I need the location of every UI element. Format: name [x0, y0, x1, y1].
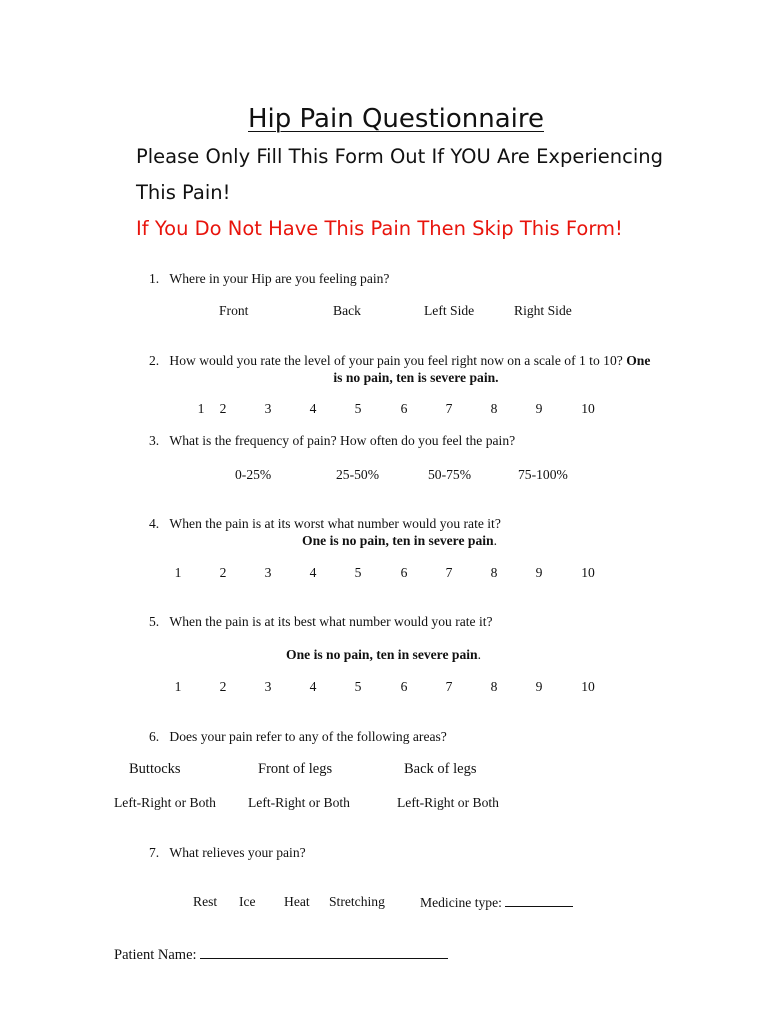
pain-best-5[interactable]: 5 — [354, 679, 362, 694]
question-7-number: 7. — [149, 845, 160, 860]
option-back[interactable]: Back — [333, 303, 361, 318]
pain-best-2[interactable]: 2 — [219, 679, 227, 694]
question-4 — [149, 516, 501, 532]
pain-worst-7[interactable]: 7 — [445, 565, 453, 580]
patient-name-field[interactable] — [200, 946, 448, 959]
relief-ice[interactable]: Ice — [239, 894, 256, 909]
buttocks-side[interactable]: Left-Right or Both — [114, 795, 216, 810]
pain-best-4[interactable]: 4 — [309, 679, 317, 694]
medicine-type-field[interactable] — [505, 894, 573, 907]
pain-worst-scale — [0, 565, 770, 585]
pain-best-1[interactable]: 1 — [174, 679, 182, 694]
pain-best-7[interactable]: 7 — [445, 679, 453, 694]
intro-line-2: This Pain! — [136, 181, 231, 204]
pain-now-8[interactable]: 8 — [490, 401, 498, 416]
page-title: Hip Pain Questionnaire — [248, 104, 544, 134]
question-5-scale-note — [286, 647, 481, 663]
intro-line-1: Please Only Fill This Form Out If YOU Are Experiencing — [136, 145, 664, 168]
question-2-number: 2. — [149, 353, 160, 368]
frequency-50-75[interactable]: 50-75% — [428, 467, 472, 482]
pain-now-5[interactable]: 5 — [354, 401, 362, 416]
pain-now-9[interactable]: 9 — [535, 401, 543, 416]
pain-now-3[interactable]: 3 — [264, 401, 272, 416]
pain-now-7[interactable]: 7 — [445, 401, 453, 416]
pain-worst-4[interactable]: 4 — [309, 565, 317, 580]
skip-warning: If You Do Not Have This Pain Then Skip This Form! — [136, 217, 623, 240]
question-3-number: 3. — [149, 433, 160, 448]
pain-best-scale — [0, 679, 770, 699]
patient-name-label: Patient Name: — [114, 947, 197, 963]
question-6 — [149, 729, 447, 745]
question-2-scale-note: is no pain, ten is severe pain. — [333, 370, 499, 385]
question-6-text: Does your pain refer to any of the following areas? — [169, 729, 447, 744]
medicine-type — [420, 894, 573, 911]
pain-best-8[interactable]: 8 — [490, 679, 498, 694]
option-right-side[interactable]: Right Side — [514, 303, 572, 318]
pain-worst-5[interactable]: 5 — [354, 565, 362, 580]
question-5 — [149, 614, 493, 630]
area-front-of-legs[interactable]: Front of legs — [258, 761, 333, 777]
question-2-text: How would you rate the level of your pain you feel right now on a scale of 1 to 10? — [169, 353, 623, 368]
pain-worst-8[interactable]: 8 — [490, 565, 498, 580]
pain-worst-3[interactable]: 3 — [264, 565, 272, 580]
pain-best-9[interactable]: 9 — [535, 679, 543, 694]
pain-now-1[interactable]: 1 — [197, 401, 205, 416]
option-left-side[interactable]: Left Side — [424, 303, 475, 318]
area-back-of-legs[interactable]: Back of legs — [404, 761, 477, 777]
pain-best-3[interactable]: 3 — [264, 679, 272, 694]
question-4-note-bold: One is no pain, ten in severe pain — [302, 533, 494, 548]
question-4-text: When the pain is at its worst what number would you rate it? — [169, 516, 501, 531]
question-7-text: What relieves your pain? — [169, 845, 306, 860]
frequency-25-50[interactable]: 25-50% — [336, 467, 380, 482]
relief-heat[interactable]: Heat — [284, 894, 310, 909]
pain-worst-10[interactable]: 10 — [581, 565, 595, 580]
question-1-number: 1. — [149, 271, 160, 286]
question-4-scale-note — [302, 533, 497, 549]
question-5-number: 5. — [149, 614, 160, 629]
pain-best-10[interactable]: 10 — [581, 679, 595, 694]
question-5-note-bold: One is no pain, ten in severe pain — [286, 647, 478, 662]
question-1 — [149, 271, 389, 287]
question-1-text: Where in your Hip are you feeling pain? — [169, 271, 390, 286]
pain-now-10[interactable]: 10 — [581, 401, 595, 416]
question-5-note-tail: . — [477, 647, 482, 662]
pain-worst-6[interactable]: 6 — [400, 565, 408, 580]
question-4-number: 4. — [149, 516, 160, 531]
back-of-legs-side[interactable]: Left-Right or Both — [397, 795, 499, 810]
pain-best-6[interactable]: 6 — [400, 679, 408, 694]
question-3-text: What is the frequency of pain? How often do you feel the pain? — [169, 433, 516, 448]
question-7 — [149, 845, 306, 861]
area-buttocks[interactable]: Buttocks — [129, 761, 181, 777]
question-3 — [149, 433, 515, 449]
relief-stretching[interactable]: Stretching — [329, 894, 385, 909]
pain-worst-9[interactable]: 9 — [535, 565, 543, 580]
relief-rest[interactable]: Rest — [193, 894, 218, 909]
frequency-75-100[interactable]: 75-100% — [518, 467, 568, 482]
question-2-bold-one: One — [626, 353, 651, 368]
front-of-legs-side[interactable]: Left-Right or Both — [248, 795, 350, 810]
question-2 — [149, 353, 650, 369]
option-front[interactable]: Front — [219, 303, 249, 318]
pain-now-2[interactable]: 2 — [219, 401, 227, 416]
pain-worst-1[interactable]: 1 — [174, 565, 182, 580]
patient-name — [114, 946, 448, 964]
question-4-note-tail: . — [493, 533, 498, 548]
pain-now-6[interactable]: 6 — [400, 401, 408, 416]
medicine-type-label: Medicine type: — [420, 895, 502, 910]
question-5-text: When the pain is at its best what number would you rate it? — [169, 614, 493, 629]
question-6-number: 6. — [149, 729, 160, 744]
pain-worst-2[interactable]: 2 — [219, 565, 227, 580]
pain-now-4[interactable]: 4 — [309, 401, 317, 416]
pain-now-scale — [0, 401, 770, 421]
frequency-0-25[interactable]: 0-25% — [235, 467, 272, 482]
